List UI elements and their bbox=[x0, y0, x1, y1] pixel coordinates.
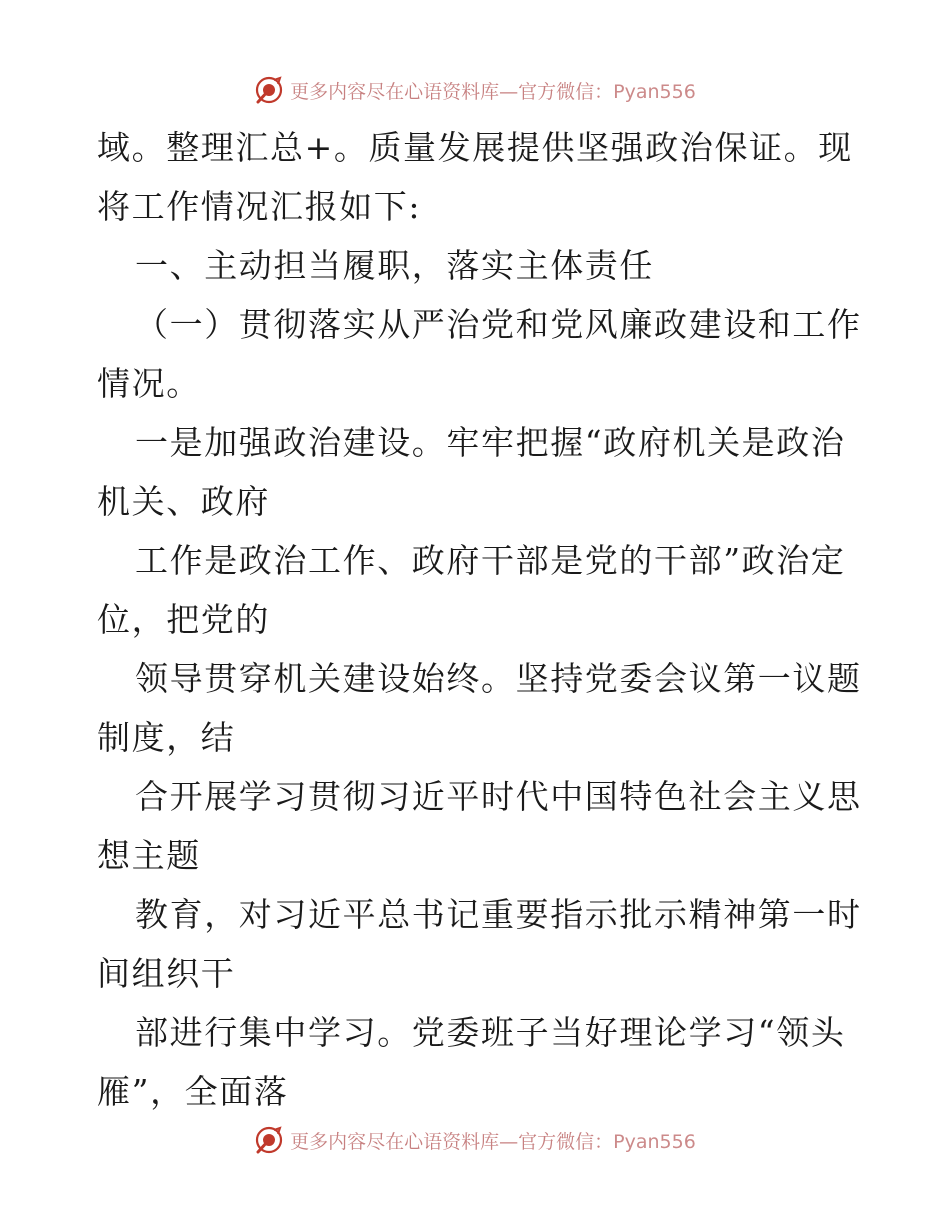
body-text bbox=[97, 118, 862, 1121]
text-line: 位，把党的 bbox=[97, 600, 270, 639]
pen-circle-logo-icon bbox=[254, 75, 284, 105]
pen-circle-logo-icon bbox=[254, 1125, 284, 1155]
watermark-text bbox=[290, 1127, 696, 1154]
text-line: 情况。 bbox=[97, 364, 201, 403]
text-line: 一是加强政治建设。牢牢把握“政府机关是政治 bbox=[135, 423, 846, 462]
text-line: 领导贯穿机关建设始终。坚持党委会议第一议题 bbox=[135, 659, 862, 698]
text-line: 域。整理汇总+。质量发展提供坚强政治保证。现 bbox=[97, 128, 853, 167]
text-line: 机关、政府 bbox=[97, 482, 270, 521]
watermark-text bbox=[290, 77, 696, 104]
text-line: 部进行集中学习。党委班子当好理论学习“领头 bbox=[135, 1013, 846, 1052]
text-line: 雁”，全面落 bbox=[97, 1072, 289, 1111]
watermark-wechat-id: Pyan556 bbox=[613, 80, 696, 103]
text-line: 间组织干 bbox=[97, 954, 236, 993]
header-watermark bbox=[0, 72, 950, 108]
footer-watermark bbox=[0, 1122, 950, 1158]
text-line: 教育，对习近平总书记重要指示批示精神第一时 bbox=[135, 895, 862, 934]
subsection-heading: （一）贯彻落实从严治党和党风廉政建设和工作 bbox=[135, 305, 862, 344]
text-line: 想主题 bbox=[97, 836, 201, 875]
text-line: 制度，结 bbox=[97, 718, 236, 757]
section-heading: 一、主动担当履职，落实主体责任 bbox=[135, 246, 654, 285]
text-line: 工作是政治工作、政府干部是党的干部”政治定 bbox=[135, 541, 846, 580]
text-line: 合开展学习贯彻习近平时代中国特色社会主义思 bbox=[135, 777, 862, 816]
text-line: 将工作情况汇报如下: bbox=[97, 187, 422, 226]
watermark-wechat-id: Pyan556 bbox=[613, 1130, 696, 1153]
watermark-main: 更多内容尽在心语资料库—官方微信： bbox=[290, 1130, 614, 1153]
watermark-main: 更多内容尽在心语资料库—官方微信： bbox=[290, 80, 614, 103]
